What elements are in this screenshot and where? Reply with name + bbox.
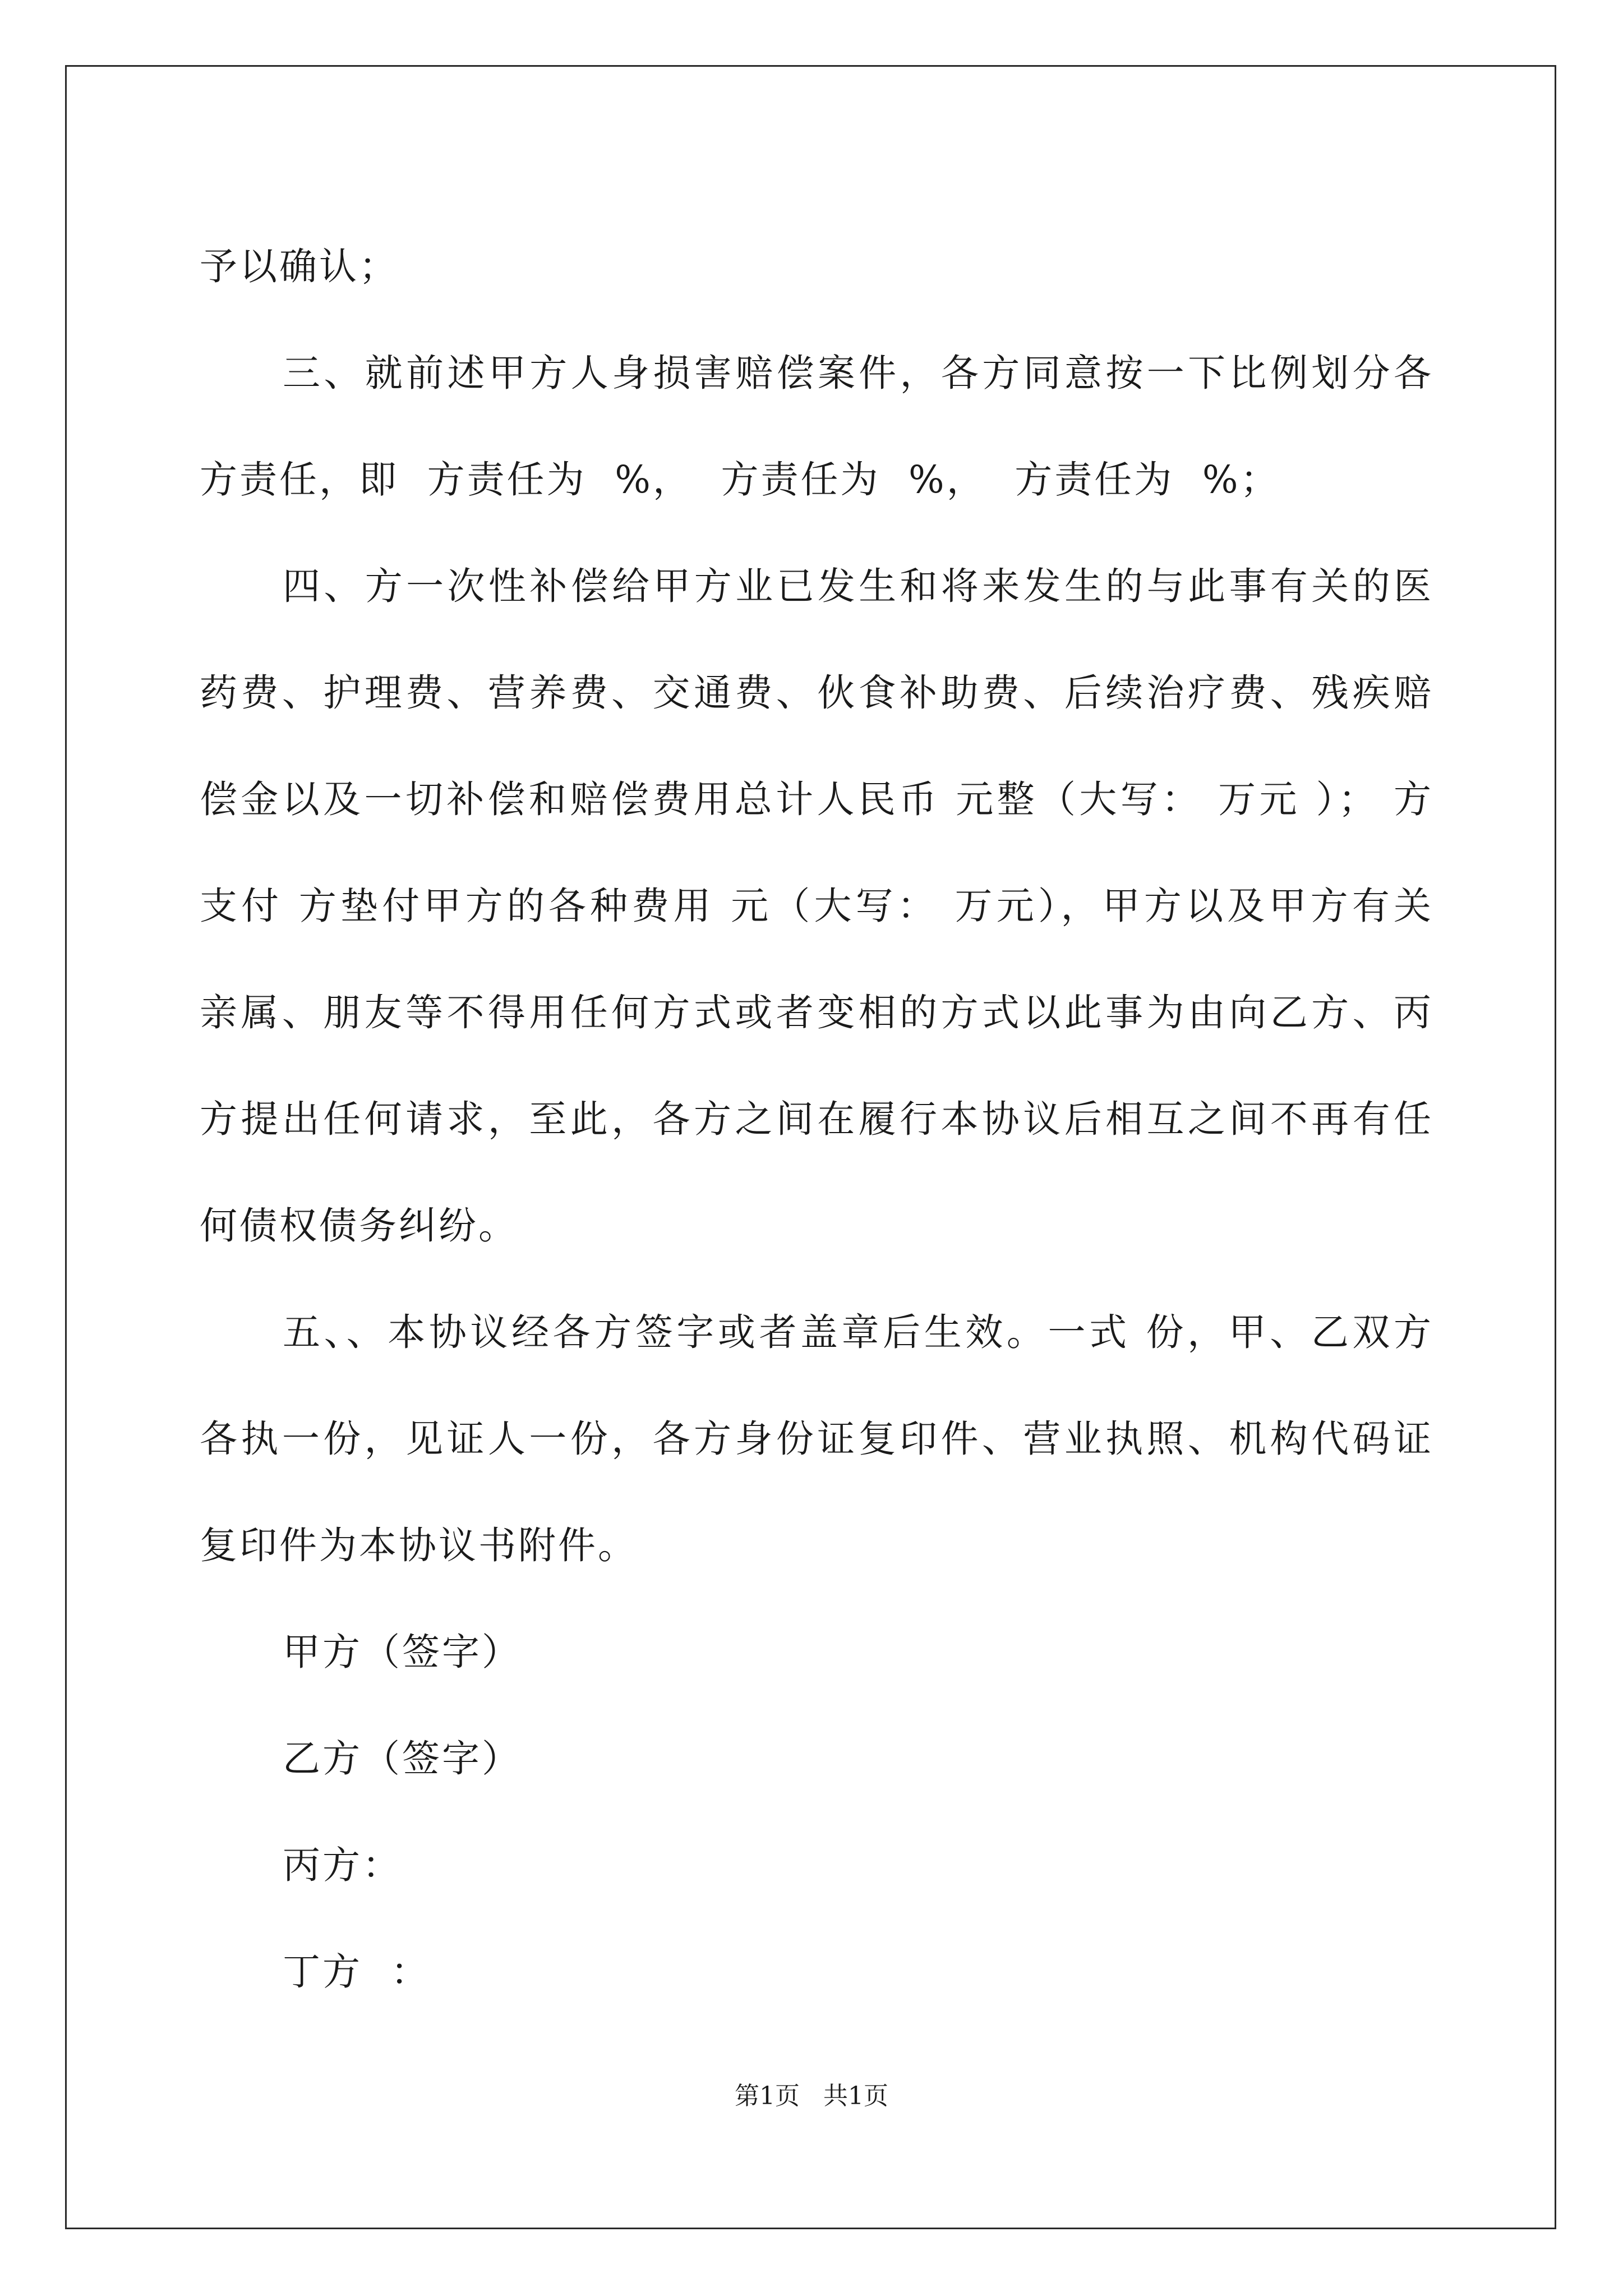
text-line: 复印件为本协议书附件。 — [200, 1524, 638, 1567]
text-line: 方责任，即 方责任为 %， 方责任为 %， 方责任为 %； — [200, 458, 1280, 501]
text-line: 四、方一次性补偿给甲方业已发生和将来发生的与此事有关的医 — [283, 564, 1433, 608]
signature-line-party-d: 丁方 ： — [283, 1950, 431, 1994]
text-line: 亲属、朋友等不得用任何方式或者变相的方式以此事为由向乙方、丙 — [200, 991, 1433, 1034]
text-line: 五、、本协议经各方签字或者盖章后生效。一式 份，甲、乙双方 — [283, 1310, 1433, 1354]
signature-line-party-b: 乙方（签字） — [283, 1737, 522, 1780]
text-line: 何债权债务纠纷。 — [200, 1204, 518, 1248]
text-line: 支付 方垫付甲方的各种费用 元（大写： 万元），甲方以及甲方有关 — [200, 884, 1433, 928]
signature-line-party-c: 丙方： — [283, 1843, 402, 1887]
text-line: 药费、护理费、营养费、交通费、伙食补助费、后续治疗费、残疾赔 — [200, 671, 1433, 715]
signature-line-party-a: 甲方（签字） — [283, 1630, 522, 1674]
document-body — [200, 213, 1433, 2025]
text-line: 方提出任何请求，至此，各方之间在履行本协议后相互之间不再有任 — [200, 1097, 1433, 1141]
text-line: 各执一份，见证人一份，各方身份证复印件、营业执照、机构代码证 — [200, 1417, 1433, 1461]
page-number-footer: 第1页 共1页 — [735, 2082, 888, 2110]
text-line: 予以确认； — [200, 245, 399, 288]
text-line: 三、就前述甲方人身损害赔偿案件，各方同意按一下比例划分各 — [283, 351, 1433, 395]
text-line: 偿金以及一切补偿和赔偿费用总计人民币 元整（大写： 万元 ）； 方 — [200, 777, 1433, 821]
